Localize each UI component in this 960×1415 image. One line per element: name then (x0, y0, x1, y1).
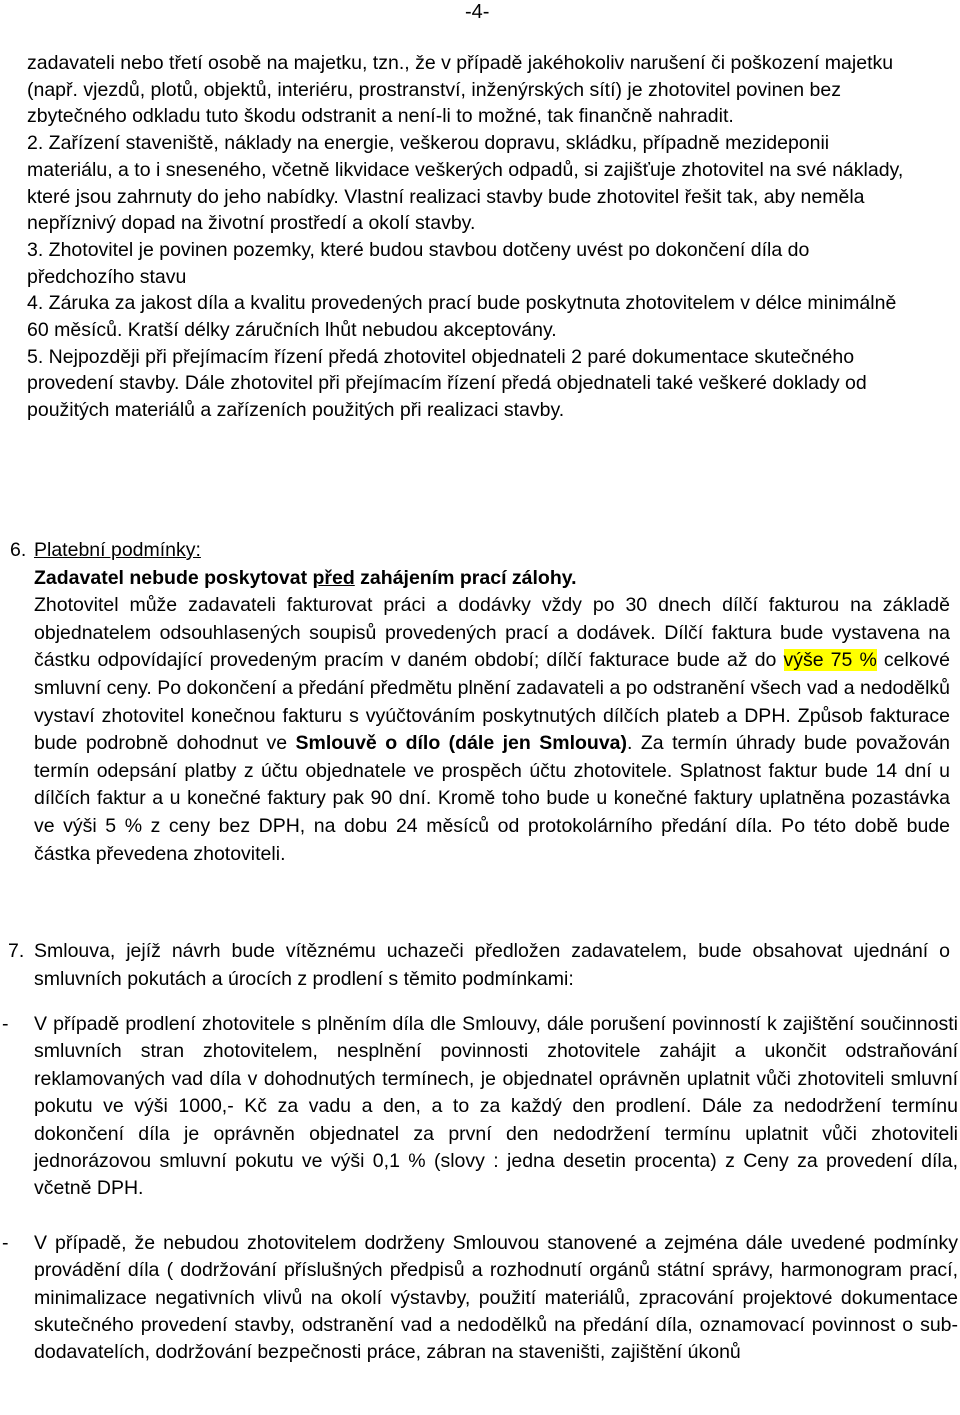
dash-bullet: - (2, 1231, 9, 1254)
invoicing-text: Zhotovitel může zadavateli fakturovat práci a dodávky vždy po 30 dnech dílčí fakturou na základě objednatelem odsouhlasených soupisů provedených prací a dodávek. Dílčí faktura bude vystavena na částku odpovídající provedeným pracím v daném období; dílčí fakturace bude až do výše 75 % celkové smluvní ceny. Po dokončení a předání předmětu plnění zadavateli a po odstranění všech vad a nedodělků vystaví zhotovitel konečnou fakturu s vyúčtováním poskytnutých dílčích plateb a DPH. Způsob fakturace bude podrobně dohodnut ve Smlouvě o dílo (dále jen Smlouva). Za termín úhrady bude považován termín odepsání platby z účtu objednatele ve prospěch účtu zhotovitele. Splatnost faktur bude 14 dní u dílčích faktur a u konečné faktury pak 90 dní. Kromě toho bude u konečné faktury uplatněna pozastávka ve výši 5 % z ceny bez DPH, na dobu 24 měsíců od protokolárního předání díla. Po této době bude částka převedena zhotoviteli. (34, 594, 951, 865)
page-number: -4- (465, 1, 490, 23)
section-number: 6. (10, 539, 27, 561)
list-item-text: V případě prodlení zhotovitele s plněním díla dle Smlouvy, dále porušení povinností k zajištění součinnosti smluvních stran zhotovitelem, nesplnění povinnosti zhotovitele zahájit a ukončit odstraňování reklamovaných vad díla v dohodnutých termínech, je objednatel oprávněn uplatnit vůči zhotoviteli smluvní pokutu ve výši 1000,- Kč za vadu a den, a to za každý den prodlení. Dále za nedodržení termínu dokončení díla je oprávněn objednatel za první den nedodržení termínu uplatnit vůči zhotoviteli jednorázovou smluvní pokutu ve výši 0,1 % (slovy : jedna desetin procenta) z Ceny za provedení díla, včetně DPH. (34, 1013, 958, 1200)
advance-payment-statement: Zadavatel nebude poskytovat před zahájením prací zálohy. (34, 566, 577, 589)
penalty-list (0, 1011, 960, 1394)
paragraph-5-documentation: 5. Nejpozději při přejímacím řízení předá zhotovitel objednateli 2 paré dokumentace skutečného provedení stavby. Dále zhotovitel při přejímacím řízení předá objednateli také veškeré doklady od použitých materiálů a zařízeních použitých při realizaci stavby. (27, 345, 867, 422)
section-6-payment-terms (10, 537, 950, 868)
section-7-text: Smlouva, jejíž návrh bude vítěznému uchazeči předložen zadavatelem, bude obsahovat ujednání o smluvních pokutách a úrocích z prodlení s těmito podmínkami: (34, 940, 950, 990)
paragraph-4-warranty: 4. Záruka za jakost díla a kvalitu provedených prací bude poskytnuta zhotovitelem v délce minimálně 60 měsíců. Kratší délky záručních lhůt nebudou akceptovány. (27, 292, 897, 342)
section-number: 7. (8, 940, 25, 962)
highlighted-amount: výše 75 % (783, 649, 877, 672)
list-item (0, 1230, 960, 1367)
paragraph-3-land: 3. Zhotovitel je povinen pozemky, které budou stavbou dotčeny uvést po dokončení díla do předchozího stavu (27, 238, 810, 288)
underlined-word: před (312, 566, 355, 589)
section-6-body (10, 565, 950, 869)
section-7-contract (10, 938, 950, 993)
list-item-text: V případě, že nebudou zhotovitelem dodrženy Smlouvou stanovené a zejména dále uvedené podmínky provádění díla ( dodržování příslušných předpisů a rozhodnutí orgánů státní správy, harmonogram prací, minimalizace negativních vlivů na okolí výstavby, použití materiálů, zpracování projektové dokumentace skutečného provedení stavby, odstranění vad a nedodělků na předání díla, oznamovací povinnost o sub-dodavatelích, dodržování bezpečnosti práce, zábran na staveništi, zajištění úkonů (34, 1231, 958, 1364)
dash-bullet: - (2, 1013, 9, 1035)
intro-paragraphs (27, 50, 917, 424)
list-item (0, 1011, 960, 1203)
section-heading: Platební podmínky: (34, 539, 201, 561)
paragraph-damage: zadavateli nebo třetí osobě na majetku, tzn., že v případě jakéhokoliv narušení či poškození majetku (např. vjezdů, plotů, objektů, interiéru, prostranství, inženýrských sítí) je zhotovitel povinen bez zbytečného odkladu tuto škodu odstranit a není-li to možné, tak finančně nahradit. (27, 52, 894, 128)
contract-reference: Smlouvě o dílo (dále jen Smlouva) (295, 732, 628, 755)
section-6-header (10, 537, 950, 565)
paragraph-2-site: 2. Zařízení staveniště, náklady na energie, veškerou dopravu, skládku, případně mezideponii materiálu, a to i sneseného, včetně likvidace veškerých odpadů, si zajišťuje zhotovitel na své náklady, které jsou zahrnuty do jeho nabídky. Vlastní realizaci stavby bude zhotovitel řešit tak, aby neměla nepříznivý dopad na životní prostředí a okolí stavby. (27, 132, 904, 235)
